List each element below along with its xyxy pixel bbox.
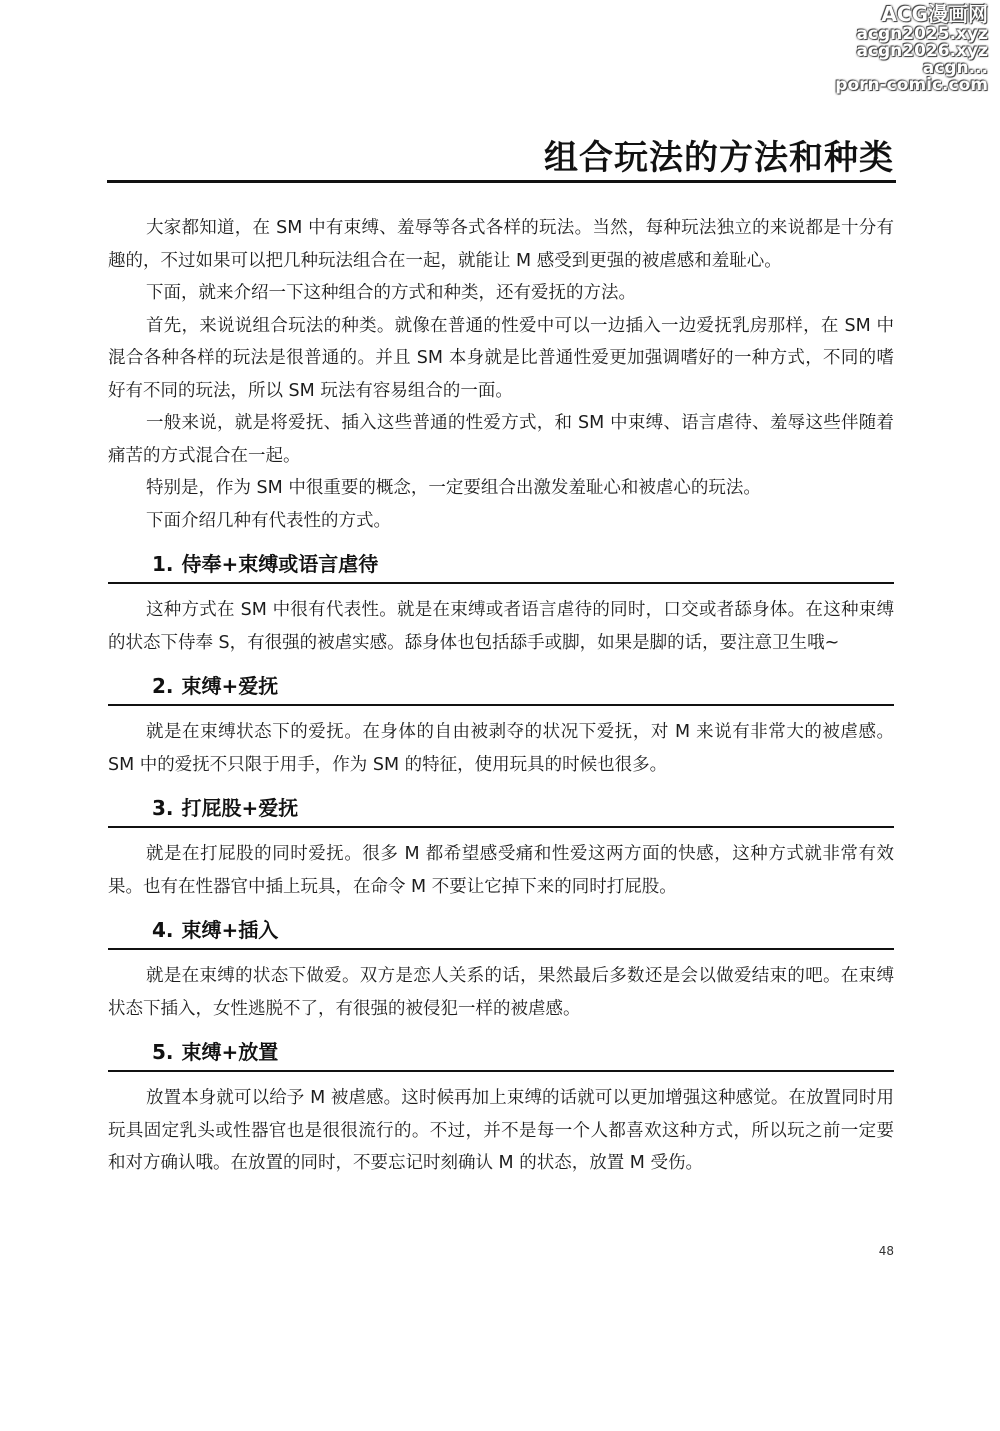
- page-number: 48: [878, 1244, 894, 1258]
- intro-paragraph: 大家都知道，在 SM 中有束缚、羞辱等各式各样的玩法。当然，每种玩法独立的来说都是十分有趣的，不过如果可以把几种玩法组合在一起，就能让 M 感受到更强的被虐感和羞耻心。: [108, 218, 894, 271]
- intro-paragraph: 下面，就来介绍一下这种组合的方式和种类，还有爱抚的方法。: [146, 283, 636, 303]
- intro-paragraph: 特别是，作为 SM 中很重要的概念，一定要组合出激发羞耻心和被虐心的玩法。: [146, 478, 761, 498]
- section-heading-4: [108, 915, 894, 950]
- section-paragraph: 这种方式在 SM 中很有代表性。就是在束缚或者语言虐待的同时，口交或者舔身体。在这种束缚的状态下侍奉 S，有很强的被虐实感。舔身体也包括舔手或脚，如果是脚的话，要注意卫生哦~: [108, 600, 894, 653]
- section-paragraph: 放置本身就可以给予 M 被虐感。这时候再加上束缚的话就可以更加增强这种感觉。在放置同时用玩具固定乳头或性器官也是很很流行的。不过，并不是每一个人都喜欢这种方式，所以玩之前一定要和对方确认哦。在放置的同时，不要忘记时刻确认 M 的状态，放置 M 受伤。: [108, 1088, 894, 1173]
- section-title: 束缚+放置: [181, 1040, 279, 1064]
- watermark-brand: ACG漫画网: [881, 2, 988, 26]
- section-number: 3.: [152, 796, 174, 820]
- section-heading-2: [108, 671, 894, 706]
- intro-paragraph: 首先，来说说组合玩法的种类。就像在普通的性爱中可以一边插入一边爱抚乳房那样，在 SM 中混合各种各样的玩法是很普通的。并且 SM 本身就是比普通性爱更加强调嗜好的一种方式，不同的嗜好有不同的玩法，所以 SM 玩法有容易组合的一面。: [108, 315, 894, 401]
- section-heading-5: [108, 1037, 894, 1072]
- watermark-line: acgn2026.xyz: [856, 41, 988, 61]
- intro-paragraph: 一般来说，就是将爱抚、插入这些普通的性爱方式，和 SM 中束缚、语言虐待、羞辱这些伴随着痛苦的方式混合在一起。: [108, 413, 894, 466]
- watermark-line: acgn2025.xyz: [856, 24, 988, 44]
- section-number: 4.: [152, 918, 174, 942]
- section-number: 2.: [152, 674, 174, 698]
- section-title: 打屁股+爱抚: [181, 796, 299, 820]
- intro-paragraph: 下面介绍几种有代表性的方式。: [146, 510, 391, 531]
- section-title: 侍奉+束缚或语言虐待: [181, 552, 379, 576]
- watermark-line: porn-comic.com: [835, 75, 988, 95]
- section-heading-3: [108, 793, 894, 828]
- section-number: 5.: [152, 1040, 174, 1064]
- watermark: [835, 2, 988, 94]
- section-paragraph: 就是在打屁股的同时爱抚。很多 M 都希望感受痛和性爱这两方面的快感，这种方式就非常有效果。也有在性器官中插上玩具，在命令 M 不要让它掉下来的同时打屁股。: [108, 844, 894, 897]
- section-title: 束缚+爱抚: [181, 674, 279, 698]
- section-heading-1: [108, 549, 894, 584]
- section-paragraph: 就是在束缚的状态下做爱。双方是恋人关系的话，果然最后多数还是会以做爱结束的吧。在束缚状态下插入，女性逃脱不了，有很强的被侵犯一样的被虐感。: [108, 966, 894, 1019]
- title-divider: [107, 180, 896, 183]
- page-title: 组合玩法的方法和种类: [544, 138, 894, 178]
- section-number: 1.: [152, 552, 174, 576]
- section-title: 束缚+插入: [181, 918, 279, 942]
- watermark-line: acgn...: [922, 58, 988, 78]
- section-paragraph: 就是在束缚状态下的爱抚。在身体的自由被剥夺的状况下爱抚，对 M 来说有非常大的被虐感。SM 中的爱抚不只限于用手，作为 SM 的特征，使用玩具的时候也很多。: [108, 722, 894, 775]
- article-body: [108, 212, 894, 1180]
